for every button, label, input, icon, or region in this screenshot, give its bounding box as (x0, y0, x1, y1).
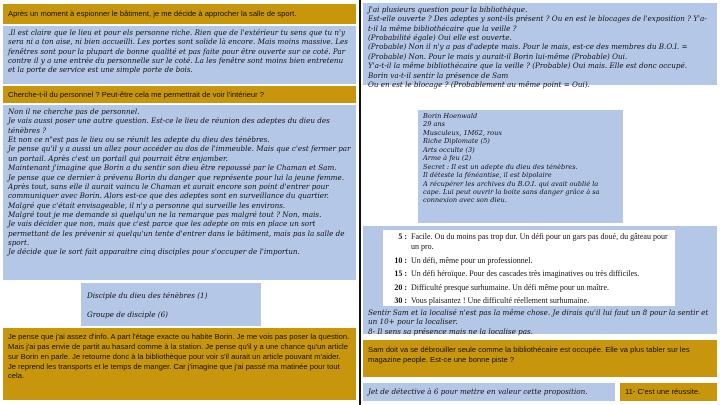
narration-line: Je pense qu'il y a aussi un allez pour accéder au dos de l'immeuble. Mais que c'est fermer par un portail. Après c'est un portail qui pourrait être enjamber. (8, 144, 351, 163)
question-line: Est-elle ouverte ? Des adeptes y sont-ils présent ? Ou en est le blocages de l'exposition ? Y'a-t-il la même bibliothécaire que la veille ? (368, 14, 707, 33)
npc-card (418, 110, 623, 223)
column-divider (359, 0, 361, 405)
difficulty-value: 30 : (394, 295, 407, 305)
npc-appearance: Musculeux, 1M62, roux (423, 128, 503, 137)
difficulty-value: 15 : (394, 269, 407, 279)
narration-2 (3, 105, 356, 280)
difficulty-panel (363, 226, 717, 334)
player-action-2: Cherche-t-il du personnel ? Peut-être cela me permettrait de voir l'intérieur ? (3, 86, 356, 103)
narration-line: Je vais aussi poser une autre question. Est-ce le lieu de réunion des adeptes du dieu des ténèbres ? (8, 116, 330, 135)
player-action-1: Après un moment à espionner le bâtiment, je me décide à approcher la salle de sport. (3, 4, 356, 24)
difficulty-desc: Vous plaisantez ! Une difficulté réellement surhumaine. (411, 295, 590, 305)
enemy-box (81, 283, 261, 326)
difficulty-value: 10 : (394, 255, 407, 265)
difficulty-table (383, 230, 675, 306)
question-line: (Probable) Non il n'y a pas d'adepte mais. Pour le mais, est-ce des membres du B.O.I. = (Probable) Non. Pour le mais y aurait-il Borin lui-même (Probable) Oui. (368, 42, 688, 61)
difficulty-row (387, 269, 671, 279)
player-action-3 (3, 328, 356, 400)
difficulty-row (387, 296, 671, 306)
difficulty-row (387, 256, 671, 266)
question-line: (Probabilité égale) Oui elle est ouverte. (368, 33, 512, 43)
roll-result: 11- C'est une réussite. (620, 383, 717, 401)
difficulty-row (387, 232, 671, 253)
npc-skill: Arme à feu (2) (423, 154, 472, 163)
narration-line: Et non ce n"est pas le lieu ou se réunit les adepte du dieu des ténèbres. (8, 135, 270, 145)
enemy-1: Disciple du dieu des ténèbres (1) (87, 291, 208, 300)
narration-line: Malgré tout je me demande si quelqu'un ne la remarque pas malgré tout ? Non, mais. (8, 209, 322, 219)
difficulty-desc: Un défi, même pour un professionnel. (411, 255, 533, 265)
action-line: Je pense que j'ai assez d'info. A part l'étage exacte ou habite Borin. Je me vois pas poser la question. Mais j'ai pas envie de partit au hasard comme à la station. Je pense qu'il y a une chance qu'un article sur Borin en parle. Je retourne donc à la bibliothèque pour voir s'il aurait un article pouvant m'aider. (8, 332, 350, 361)
difficulty-value: 5 : (398, 232, 407, 241)
roll-note: Jet de détective à 6 pour mettre en valeur cette proposition. (363, 383, 615, 401)
npc-trait: Il déteste la fénéantise, il est bipolaire (423, 171, 552, 180)
narration-line: Maintenant j'imagine que Borin a du sentir son dieu être repoussé par le Chaman et Sam. (8, 163, 337, 173)
npc-age: 29 ans (423, 120, 446, 129)
difficulty-desc: Un défi héroïque. Pour des cascades très imaginatives ou très difficiles. (411, 269, 640, 279)
question-line: Y'a-t-il la même bibliothécaire que la veille ? (Probable) Oui mais. Elle est donc occupé. (368, 61, 688, 71)
difficulty-value: 20 : (394, 282, 407, 292)
library-questions (363, 3, 717, 89)
question-line: Ou en est le blocage ? (Probablement au même point = Oui). (368, 79, 590, 89)
npc-note: A récupérer les archives du B.O.I. qui avait oublié la cape. Lui peut ouvrir la boite sans danger grâce à sa connexion avec son dieu. (423, 179, 600, 205)
narration-1: .Il est claire que le lieu et pour els personne riche. Rien que de l'extérieur tu sens que tu n'y sera ni a ton aise, ni bien accueilli. Les portes sont solide là encore. Mais moins massive. Les fenêtres sont pour la plupart de bonne qualité et pas faite pour être ouverte sur ce coté. Par contre il y a une entrée du personnelle sur le coté. La les fenêtre sont moins bien entretenu et la porte de service est une simple porte de bois. (3, 26, 356, 84)
player-action-4: Sam doit va se débrouiller seule comme la bibliothécaire est occupée. Elle va plus tabler sur les magazine people. Est-ce une bonne piste ? (363, 340, 717, 377)
note-line: 8- Il sens sa présence mais ne la localise pas. (368, 326, 533, 336)
difficulty-desc: Difficulté presque surhumaine. Un défi même pour un maître. (411, 282, 610, 292)
question-line: Borin va-t-il sentir la présence de Sam (368, 70, 509, 80)
npc-skill: Riche Diplomate (5) (423, 137, 490, 146)
narration-line: Malgré que c'était envisageable, il n'y a personne qui surveille les environs. (8, 200, 286, 210)
action-line: Je reprend les transports et le temps de manger. Car j'imagine que j'ai passé ma matinée pour tout cela. (8, 361, 340, 381)
note-line: Sentir Sam et la localisé n'est pas la même chose. Je dirais qu'il lui faut un 8 pour la sentir et un 10+ pour la localiser. (368, 308, 709, 327)
narration-line: Non il ne cherche pas de personnel. (8, 107, 140, 116)
narration-line: Je vais décider que non, mais que c'est parce que les adepte on mis en place un sort permettant de les prévenir si quelqu'un tente d'entrer dans le bâtiment, mais pas la salle de sport. (8, 219, 345, 248)
question-line: J'ai plusieurs question pour la bibliothèque. (368, 5, 528, 14)
difficulty-desc: Facile. Ou du moins pas trop dur. Un défi pour un gars pas doué, du gâteau pour un pro. (411, 232, 668, 252)
narration-line: Je pense que ce dernier à prévenu Borin du danger que représente pour lui la jeune femme. Après tout, sans elle il aurait vaincu le Chaman et aurait encore son point d'entrer pour communiquer avec Borin. Alors est-ce que des adeptes sont en surveillance du quartier. (8, 172, 344, 201)
difficulty-row (387, 283, 671, 293)
detection-note (368, 308, 712, 336)
npc-name: Borin Hoenwald (423, 112, 478, 120)
npc-skill: Arts occulte (3) (423, 145, 475, 154)
narration-line: Je décide que le sort fait apparaitre cinq disciples pour s'occuper de l'importun. (8, 247, 300, 257)
npc-secret: Secret : Il est un adepte du dieu des ténèbres. (423, 162, 578, 171)
enemy-2: Groupe de disciple (6) (87, 310, 168, 320)
